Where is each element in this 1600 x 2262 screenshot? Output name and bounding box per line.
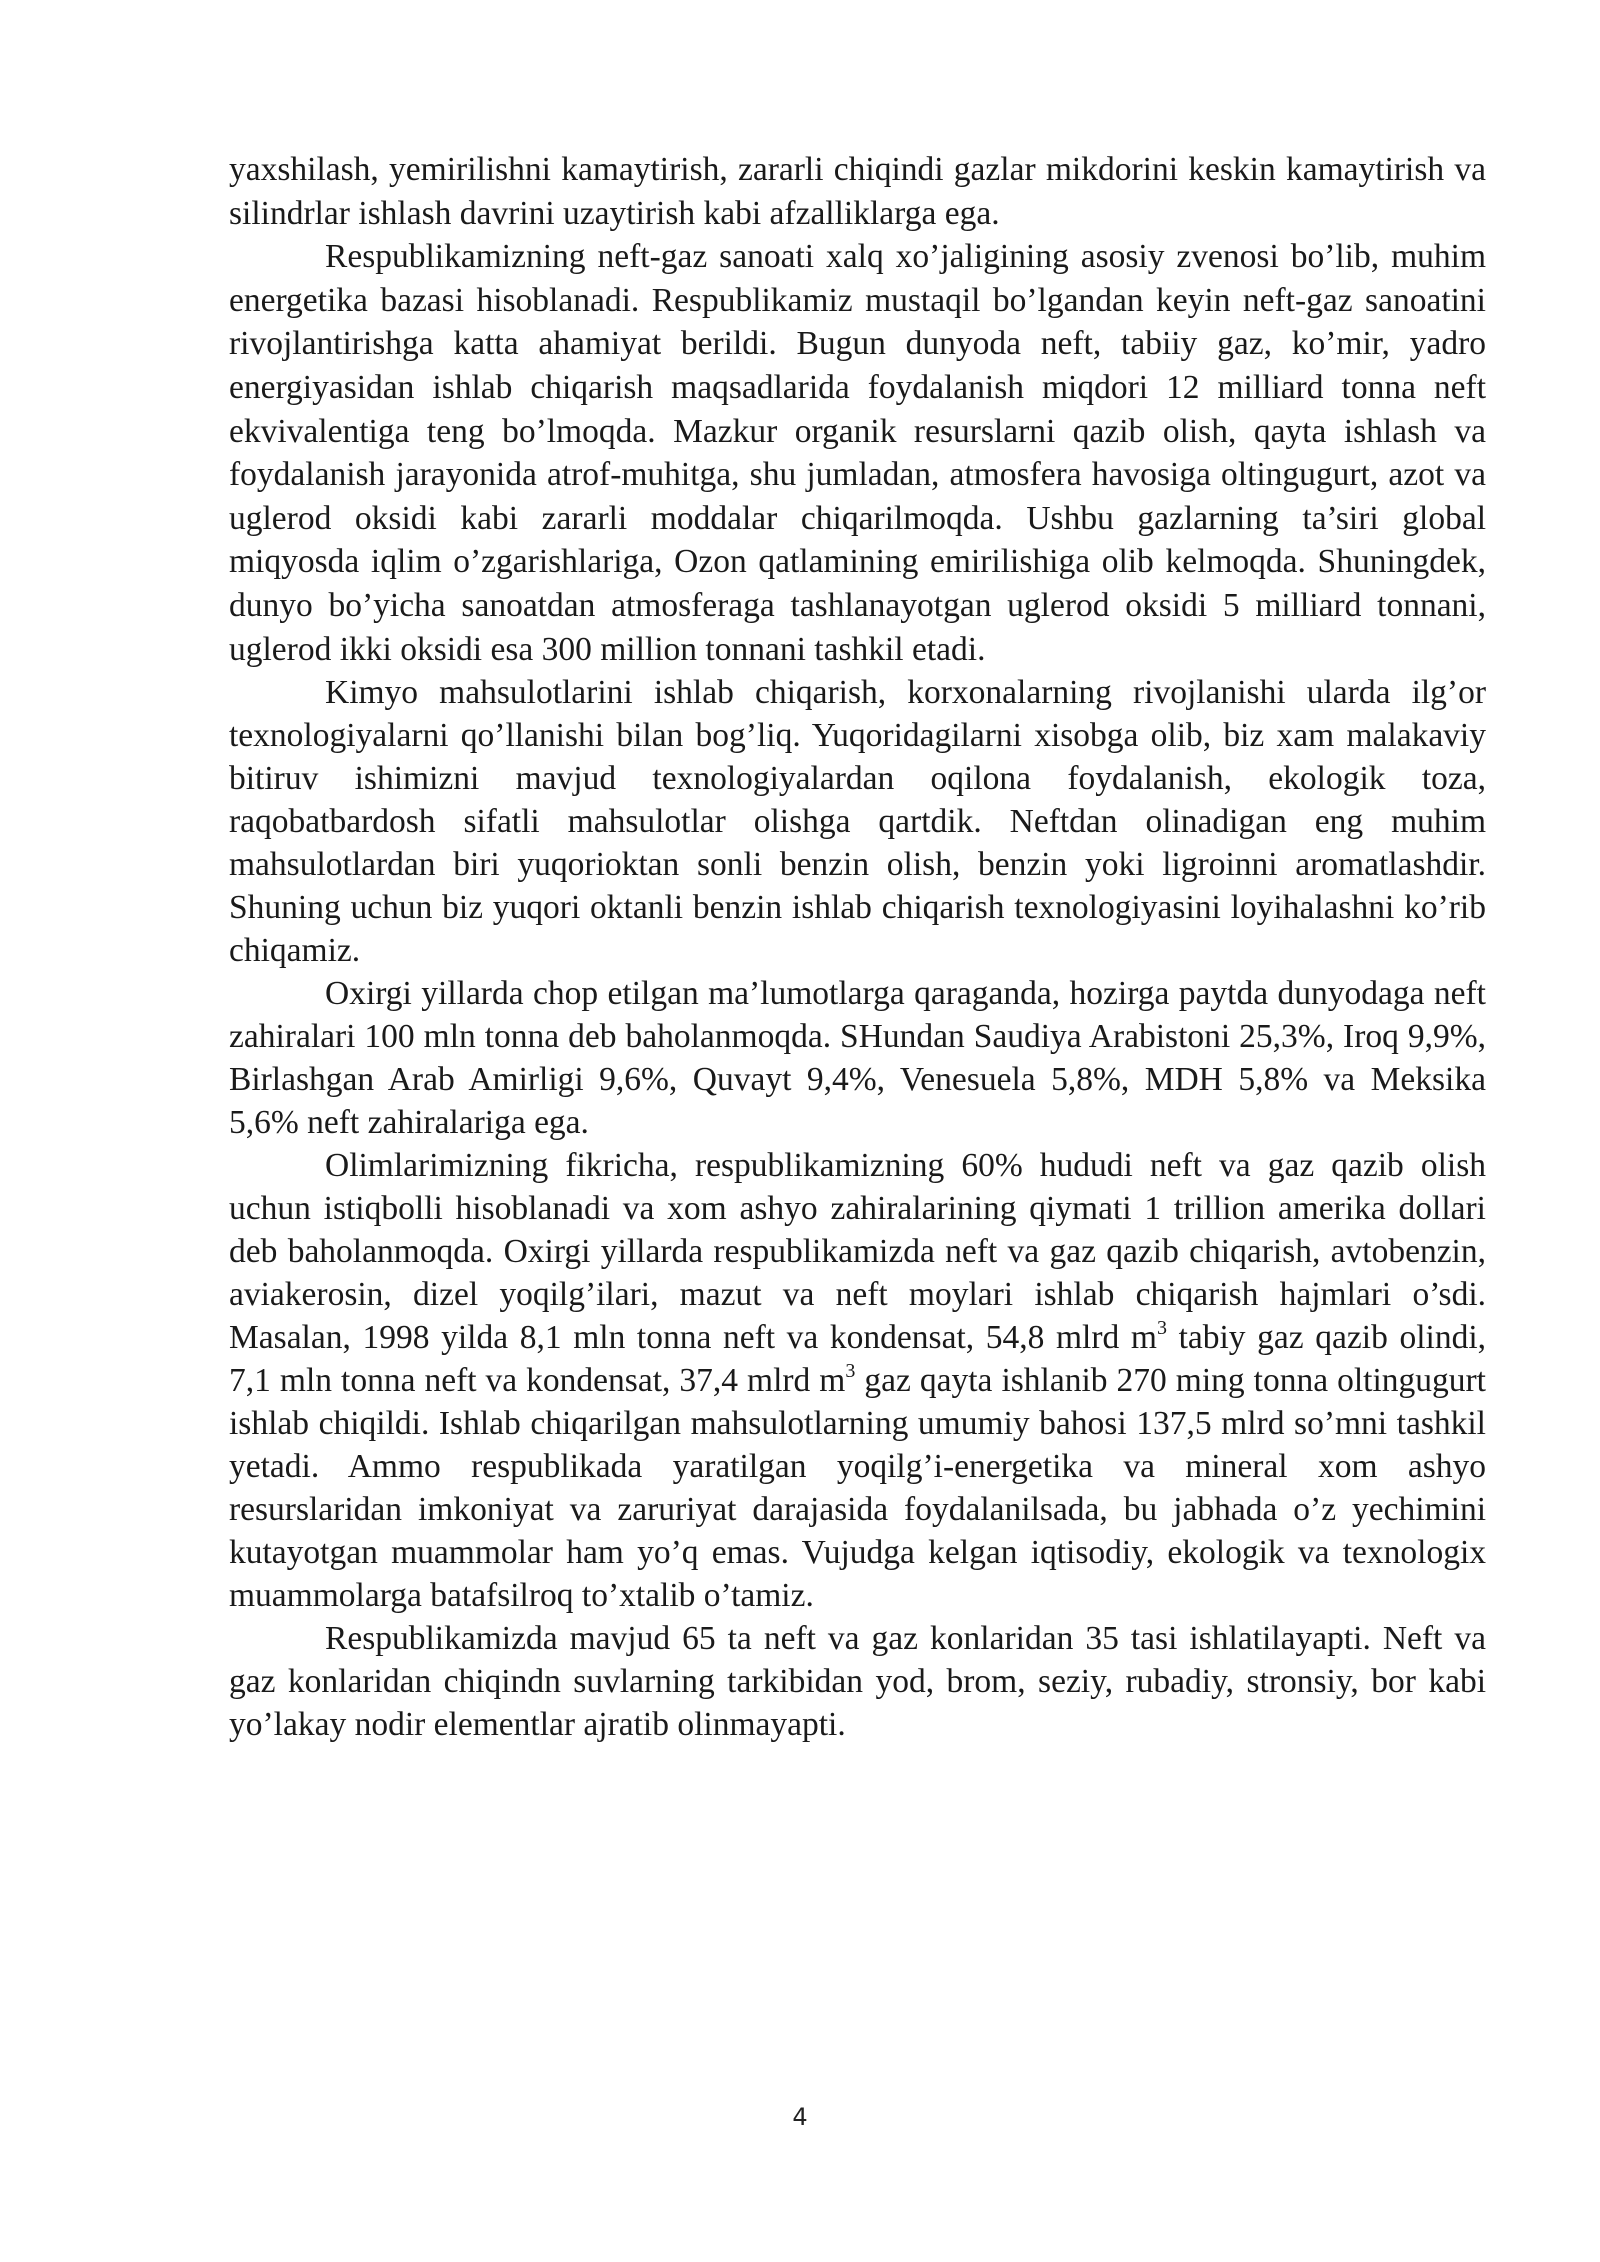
paragraph-1 (229, 148, 1486, 235)
paragraph-5-text-c: gaz qayta ishlanib 270 ming tonna oltingugurt ishlab chiqildi. Ishlab chiqarilgan mahsulotlarning umumiy bahosi 137,5 mlrd so’mni tashkil yetadi. Ammo respublikada yaratilgan yoqilg’i-energetika va mineral xom ashyo resurslaridan imkoniyat va zaruriyat darajasida foydalanilsada, bu jabhada o’z yechimini kutayotgan muammolar ham yo’q emas. Vujudga kelgan iqtisodiy, ekologik va texnologix muammolarga batafsilroq to’xtalib o’tamiz. (229, 1362, 1486, 1615)
paragraph-2 (229, 235, 1486, 671)
paragraph-3-text: Kimyo mahsulotlarini ishlab chiqarish, korxonalarning rivojlanishi ularda ilg’or texnologiyalarni qo’llanishi bilan bog’liq. Yuqoridagilarni xisobga olib, biz xam malakaviy bitiruv ishimizni mavjud texnologiyalardan oqilona foydalanish, ekologik toza, raqobatbardosh sifatli mahsulotlar olishga qartdik. Neftdan olinadigan eng muhim mahsulotlardan biri yuqorioktan sonli benzin olish, benzin yoki ligroinni aromatlashdir. Shuning uchun biz yuqori oktanli benzin ishlab chiqarish texnologiyasini loyihalashni ko’rib chiqamiz. (229, 674, 1486, 970)
superscript-cubic-1: 3 (1156, 1316, 1167, 1339)
paragraph-4 (229, 972, 1486, 1144)
paragraph-1-text: yaxshilash, yemirilishni kamaytirish, zararli chiqindi gazlar mikdorini keskin kamaytirish va silindrlar ishlash davrini uzaytirish kabi afzalliklarga ega. (229, 151, 1486, 232)
paragraph-2-text: Respublikamizning neft-gaz sanoati xalq xo’jaligining asosiy zvenosi bo’lib, muhim energetika bazasi hisoblanadi. Respublikamiz mustaqil bo’lgandan keyin neft-gaz sanoatini rivojlantirishga katta ahamiyat berildi. Bugun dunyoda neft, tabiiy gaz, ko’mir, yadro energiyasidan ishlab chiqarish maqsadlarida foydalanish miqdori 12 milliard tonna neft ekvivalentiga teng bo’lmoqda. Mazkur organik resurslarni qazib olish, qayta ishlash va foydalanish jarayonida atrof-muhitga, shu jumladan, atmosfera havosiga oltingugurt, azot va uglerod oksidi kabi zararli moddalar chiqarilmoqda. Ushbu gazlarning ta’siri global miqyosda iqlim o’zgarishlariga, Ozon qatlamining emirilishiga olib kelmoqda. Shuningdek, dunyo bo’yicha sanoatdan atmosferaga tashlanayotgan uglerod oksidi 5 milliard tonnani, uglerod ikki oksidi esa 300 million tonnani tashkil etadi. (229, 238, 1486, 668)
paragraph-4-text: Oxirgi yillarda chop etilgan ma’lumotlarga qaraganda, hozirga paytda dunyodaga neft zahiralari 100 mln tonna deb baholanmoqda. SHundan Saudiya Arabistoni 25,3%, Iroq 9,9%, Birlashgan Arab Amirligi 9,6%, Quvayt 9,4%, Venesuela 5,8%, MDH 5,8% va Meksika 5,6% neft zahiralariga ega. (229, 975, 1486, 1142)
paragraph-6-text: Respublikamizda mavjud 65 ta neft va gaz konlaridan 35 tasi ishlatilayapti. Neft va gaz konlaridan chiqindn suvlarning tarkibidan yod, brom, seziy, rubadiy, stronsiy, bor kabi yo’lakay nodir elementlar ajratib olinmayapti. (229, 1620, 1486, 1744)
paragraph-3 (229, 671, 1486, 972)
body-text (229, 148, 1486, 1746)
page-number: 4 (792, 2103, 808, 2131)
paragraph-6 (229, 1617, 1486, 1746)
paragraph-5 (229, 1144, 1486, 1617)
paragraph-5-text-b: tabiy gaz qazib olindi, 7,1 mln tonna neft va kondensat, 37,4 mlrd m (229, 1319, 1486, 1400)
paragraph-5-text-a: Olimlarimizning fikricha, respublikamizning 60% hududi neft va gaz qazib olish uchun istiqbolli hisoblanadi va xom ashyo zahiralarining qiymati 1 trillion amerika dollari deb baholanmoqda. Oxirgi yillarda respublikamizda neft va gaz qazib chiqarish, avtobenzin, aviakerosin, dizel yoqilg’ilari, mazut va neft moylari ishlab chiqarish hajmlari o’sdi. Masalan, 1998 yilda 8,1 mln tonna neft va kondensat, 54,8 mlrd m (229, 1147, 1486, 1357)
superscript-cubic-2: 3 (845, 1359, 856, 1382)
